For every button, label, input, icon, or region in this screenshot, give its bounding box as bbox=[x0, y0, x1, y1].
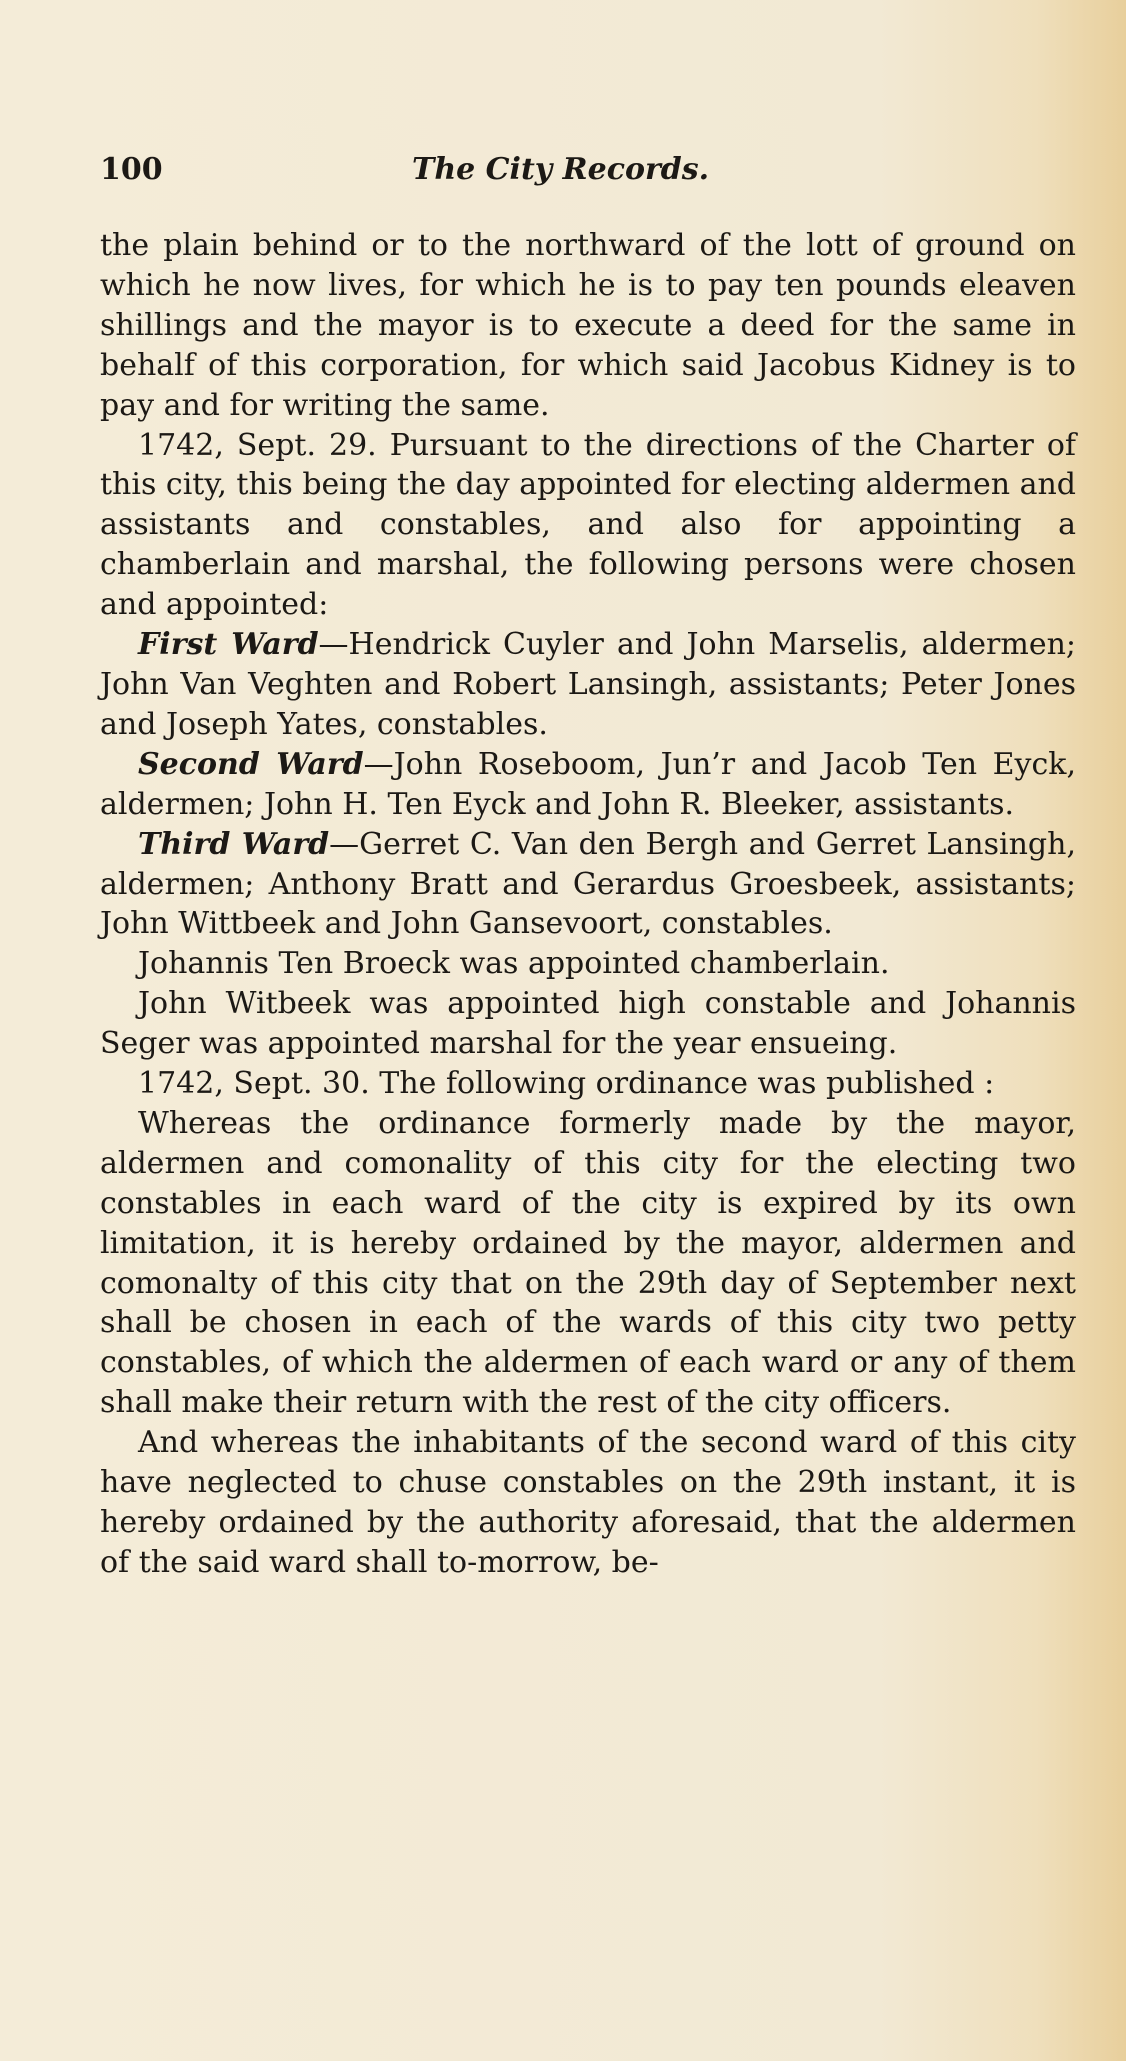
paragraph-text: —Gerret C. Van den Bergh and Gerret Lansingh, aldermen; Anthony Bratt and Gerardus Groesbeek, assistants; John Wittbeek and John Gansevoort, constables. bbox=[100, 826, 1076, 942]
paragraph bbox=[100, 944, 1076, 984]
paragraph bbox=[100, 984, 1076, 1064]
ward-name: Second Ward bbox=[138, 746, 364, 782]
page-header bbox=[100, 152, 1000, 200]
ward-name: First Ward bbox=[138, 627, 319, 663]
ward-name: Third Ward bbox=[138, 826, 330, 862]
paragraph-text: 1742, Sept. 29. Pursuant to the directions of the Charter of this city, this being the day appointed for electing aldermen and assistants and constables, and also for appointing a chamberlain and marshal, the following persons were chosen and appointed: bbox=[100, 427, 1076, 623]
paragraph bbox=[100, 426, 1076, 626]
paragraph-text: John Witbeek was appointed high constable and Johannis Seger was appointed marshal for the year ensueing. bbox=[100, 986, 1076, 1062]
paragraph-text: And whereas the inhabitants of the second ward of this city have neglected to chuse constables on the 29th instant, it is hereby ordained by the authority aforesaid, that the aldermen of the said ward shall to-morrow, be- bbox=[100, 1425, 1076, 1580]
paragraph bbox=[100, 1104, 1076, 1423]
paragraph bbox=[100, 1064, 1076, 1104]
paragraph-text: the plain behind or to the northward of the lott of ground on which he now lives, for which he is to pay ten pounds eleaven shillings and the mayor is to execute a deed for the same in behalf of this corporation, for which said Jacobus Kidney is to pay and for writing the same. bbox=[100, 228, 1076, 423]
ward-paragraph bbox=[100, 745, 1076, 825]
paragraph-text: —John Roseboom, Jun’r and Jacob Ten Eyck, aldermen; John H. Ten Eyck and John R. Bleeker, assistants. bbox=[100, 746, 1076, 822]
paragraph-text: Whereas the ordinance formerly made by the mayor, aldermen and comonality of this city for the electing two constables in each ward of the city is expired by its own limitation, it is hereby ordained by the mayor, aldermen and comonalty of this city that on the 29th day of September next shall be chosen in each of the wards of this city two petty constables, of which the aldermen of each ward or any of them shall make their return with the rest of the city officers. bbox=[100, 1105, 1076, 1421]
body-text bbox=[100, 226, 1076, 1583]
paragraph-text: 1742, Sept. 30. The following ordinance was published : bbox=[138, 1066, 995, 1102]
paragraph bbox=[100, 1423, 1076, 1583]
running-title: The City Records. bbox=[412, 152, 710, 187]
paragraph bbox=[100, 226, 1076, 426]
paragraph-text: —Hendrick Cuyler and John Marselis, aldermen; John Van Veghten and Robert Lansingh, assistants; Peter Jones and Joseph Yates, constables. bbox=[100, 627, 1076, 742]
ward-paragraph bbox=[100, 825, 1076, 945]
paragraph-text: Johannis Ten Broeck was appointed chamberlain. bbox=[138, 946, 890, 982]
page-number: 100 bbox=[100, 152, 163, 187]
ward-paragraph bbox=[100, 625, 1076, 745]
